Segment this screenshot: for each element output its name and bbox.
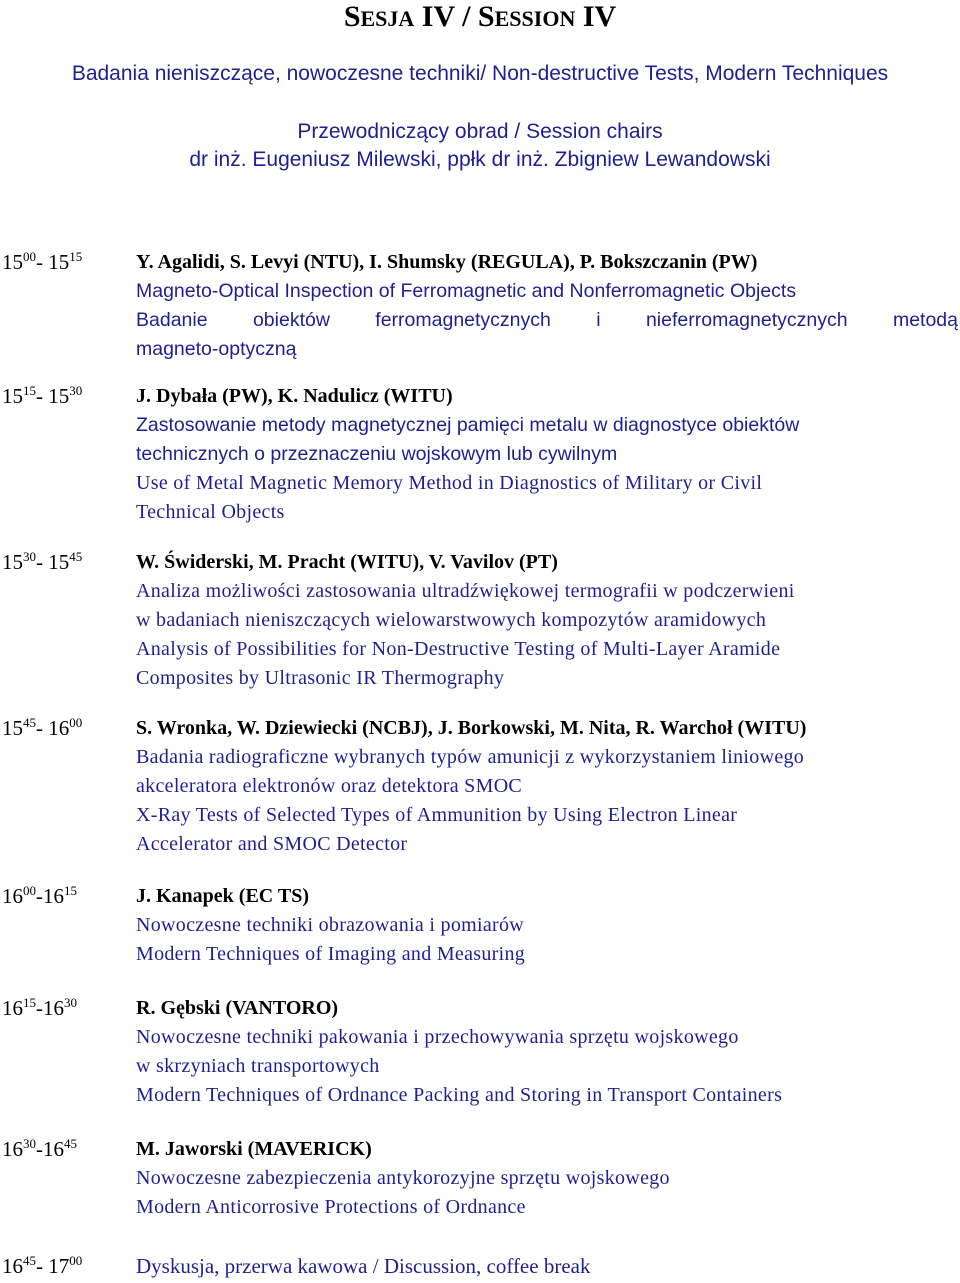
time-start-hour: 16 [2, 1137, 23, 1161]
time-end-min: 00 [69, 715, 83, 730]
time-slot [2, 548, 82, 576]
entry-title-en: Analysis of Possibilities for Non-Destructive Testing of Multi-Layer Aramide [136, 638, 781, 660]
entry-content [136, 714, 958, 859]
time-slot [2, 1135, 77, 1163]
time-end-hour: -16 [36, 884, 64, 908]
time-start-hour: 16 [2, 996, 23, 1020]
time-end-hour: - 15 [36, 384, 70, 408]
time-end-min: 45 [64, 1136, 77, 1151]
title-part: IV / S [414, 0, 495, 33]
time-start-min: 30 [23, 1136, 36, 1151]
time-start-min: 15 [23, 995, 36, 1010]
time-start-min: 45 [23, 1253, 36, 1268]
time-end-hour: - 17 [36, 1254, 70, 1278]
title-part: ESSION [494, 6, 576, 31]
time-end-hour: -16 [36, 996, 64, 1020]
time-end-min: 30 [69, 383, 83, 398]
entry-content [136, 882, 958, 969]
time-start-min: 00 [23, 249, 36, 264]
time-end-hour: -16 [36, 1137, 64, 1161]
time-slot [2, 1252, 82, 1280]
entry-title-en: Modern Anticorrosive Protections of Ordnance [136, 1196, 526, 1218]
chairs-names: dr inż. Eugeniusz Milewski, ppłk dr inż. Zbigniew Lewandowski [189, 148, 771, 171]
title-part: S [343, 0, 361, 33]
time-start-min: 45 [23, 715, 36, 730]
time-start-hour: 16 [2, 1254, 23, 1278]
entry-title-pl: Badania radiograficzne wybranych typów amunicji z wykorzystaniem liniowego [136, 746, 805, 768]
entry-authors: S. Wronka, W. Dziewiecki (NCBJ), J. Borkowski, M. Nita, R. Warchoł (WITU) [136, 717, 807, 739]
entry-title-pl: technicznych o przeznaczeniu wojskowym lub cywilnym [136, 443, 618, 465]
time-start-min: 30 [23, 549, 36, 564]
entry-title-pl: Zastosowanie metody magnetycznej pamięci metalu w diagnostyce obiektów [136, 414, 800, 436]
time-end-min: 45 [69, 549, 83, 564]
session-subtitle: Badania nieniszczące, nowoczesne techniki/ Non-destructive Tests, Modern Techniques [71, 62, 889, 85]
entry-title-en: Composites by Ultrasonic IR Thermography [136, 667, 505, 689]
entry-content [136, 548, 958, 693]
time-start-min: 15 [23, 383, 36, 398]
entry-authors: M. Jaworski (MAVERICK) [136, 1138, 372, 1160]
time-slot [2, 714, 82, 742]
entry-title-en: Modern Techniques of Ordnance Packing and Storing in Transport Containers [136, 1084, 783, 1106]
entry-title-en: Technical Objects [136, 501, 285, 523]
title-part: IV [575, 0, 617, 33]
time-start-hour: 15 [2, 384, 23, 408]
time-end-min: 00 [69, 1253, 83, 1268]
time-start-hour: 15 [2, 250, 23, 274]
entry-title-pl: Analiza możliwości zastosowania ultradźwiękowej termografii w podczerwieni [136, 580, 795, 602]
time-end-hour: - 15 [36, 550, 70, 574]
entry-content [136, 1252, 958, 1280]
entry-title-en: Accelerator and SMOC Detector [136, 833, 408, 855]
time-end-hour: - 16 [36, 716, 70, 740]
discussion-break: Dyskusja, przerwa kawowa / Discussion, coffee break [136, 1254, 591, 1278]
time-start-min: 00 [23, 883, 36, 898]
entry-title-en: X-Ray Tests of Selected Types of Ammunition by Using Electron Linear [136, 804, 738, 826]
entry-title-pl: magneto-optyczną [136, 338, 297, 360]
entry-title-pl: Nowoczesne techniki obrazowania i pomiarów [136, 914, 525, 936]
entry-content [136, 994, 958, 1110]
entry-authors: Y. Agalidi, S. Levyi (NTU), I. Shumsky (REGULA), P. Bokszczanin (PW) [136, 251, 758, 273]
entry-title-en: Use of Metal Magnetic Memory Method in Diagnostics of Military or Civil [136, 472, 763, 494]
entry-authors: W. Świderski, M. Pracht (WITU), V. Vavilov (PT) [136, 551, 558, 573]
time-end-min: 30 [64, 995, 77, 1010]
time-slot [2, 994, 77, 1022]
entry-content [136, 382, 958, 527]
entry-title-pl: w skrzyniach transportowych [136, 1055, 380, 1077]
entry-authors: R. Gębski (VANTORO) [136, 997, 339, 1019]
entry-title-pl: w badaniach nieniszczących wielowarstwowych kompozytów aramidowych [136, 609, 767, 631]
time-start-hour: 15 [2, 716, 23, 740]
chairs-label: Przewodniczący obrad / Session chairs [297, 120, 663, 143]
entry-content [136, 1135, 958, 1222]
title-part: ESJA [360, 6, 415, 31]
time-end-hour: - 15 [36, 250, 70, 274]
session-chairs [0, 118, 960, 174]
entry-title-pl: akceleratora elektronów oraz detektora SMOC [136, 775, 523, 797]
time-end-min: 15 [69, 249, 83, 264]
time-start-hour: 16 [2, 884, 23, 908]
entry-title-pl: Nowoczesne techniki pakowania i przechowywania sprzętu wojskowego [136, 1026, 739, 1048]
time-end-min: 15 [64, 883, 77, 898]
time-start-hour: 15 [2, 550, 23, 574]
entry-authors: J. Dybała (PW), K. Nadulicz (WITU) [136, 385, 453, 407]
time-slot [2, 382, 82, 410]
entry-title-pl: Badanie obiektów ferromagnetycznych i nieferromagnetycznych metodą [136, 309, 958, 331]
entry-content [136, 248, 958, 364]
entry-authors: J. Kanapek (EC TS) [136, 885, 310, 907]
time-slot [2, 248, 82, 276]
session-title [0, 0, 960, 36]
time-slot [2, 882, 77, 910]
entry-title-pl: Nowoczesne zabezpieczenia antykorozyjne sprzętu wojskowego [136, 1167, 670, 1189]
entry-title-en: Magneto-Optical Inspection of Ferromagnetic and Nonferromagnetic Objects [136, 280, 797, 302]
entry-title-en: Modern Techniques of Imaging and Measuring [136, 943, 526, 965]
